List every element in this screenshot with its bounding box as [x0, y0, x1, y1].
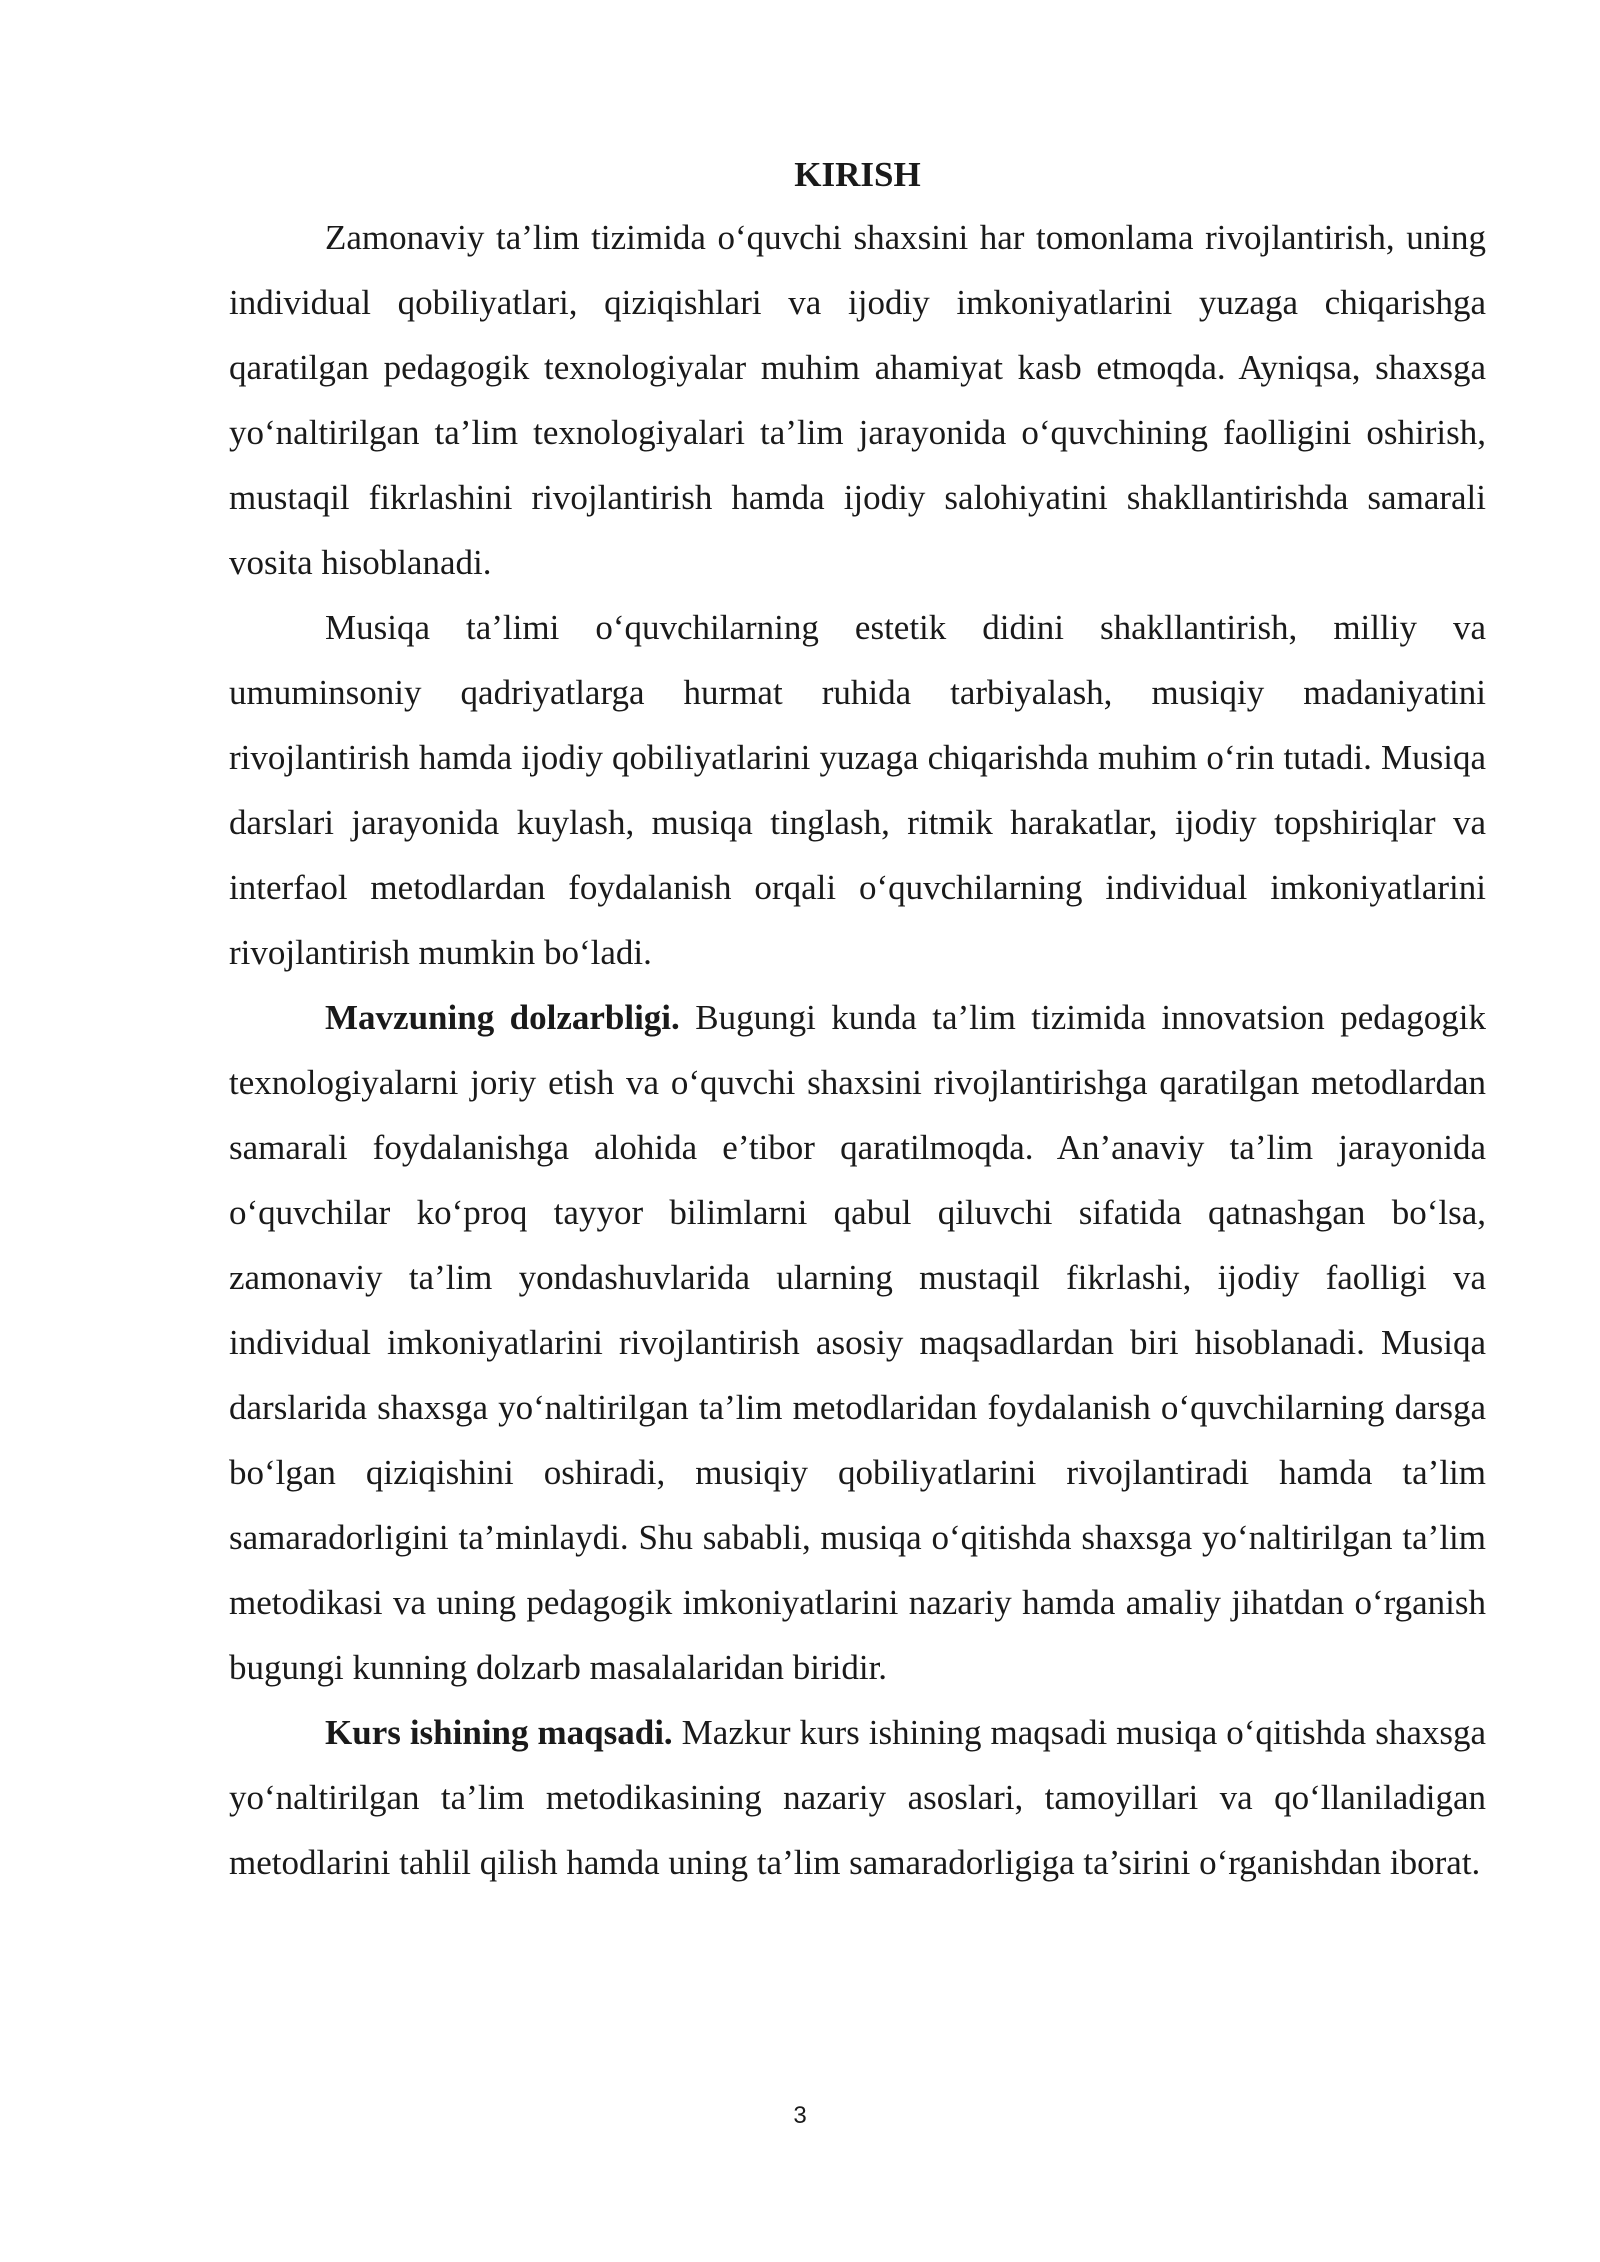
paragraph-text: Bugungi kunda ta’lim tizimida innovatsion pedagogik texnologiyalarni joriy etish va o‘quvchi shaxsini rivojlantirishga qaratilgan metodlardan samarali foydalanishga alohida e’tibor qaratilmoqda. An’anaviy ta’lim jarayonida o‘quvchilar ko‘proq tayyor bilimlarni qabul qiluvchi sifatida qatnashgan bo‘lsa, zamonaviy ta’lim yondashuvlarida ularning mustaqil fikrlashi, ijodiy faolligi va individual imkoniyatlarini rivojlantirish asosiy maqsadlardan biri hisoblanadi. Musiqa darslarida shaxsga yo‘naltirilgan ta’lim metodlaridan foydalanish o‘quvchilarning darsga bo‘lgan qiziqishini oshiradi, musiqiy qobiliyatlarini rivojlantiradi hamda ta’lim samaradorligini ta’minlaydi. Shu sababli, musiqa o‘qitishda shaxsga yo‘naltirilgan ta’lim metodikasi va uning pedagogik imkoniyatlarini nazariy hamda amaliy jihatdan o‘rganish bugungi kunning dolzarb masalalaridan biridir.: [229, 998, 1486, 1687]
paragraph-text: Musiqa ta’limi o‘quvchilarning estetik didini shakllantirish, milliy va umuminsoniy qadriyatlarga hurmat ruhida tarbiyalash, musiqiy madaniyatini rivojlantirish hamda ijodiy qobiliyatlarini yuzaga chiqarishda muhim o‘rin tutadi. Musiqa darslari jarayonida kuylash, musiqa tinglash, ritmik harakatlar, ijodiy topshiriqlar va interfaol metodlardan foydalanish orqali o‘quvchilarning individual imkoniyatlarini rivojlantirish mumkin bo‘ladi.: [229, 608, 1486, 972]
page-number: 3: [793, 2102, 807, 2129]
section-heading: KIRISH: [794, 155, 921, 194]
paragraph-lead-goal: Kurs ishining maqsadi.: [325, 1713, 673, 1752]
paragraph-intro: [229, 205, 1486, 595]
paragraph-goal: [229, 1700, 1486, 1895]
paragraph-music-education: [229, 595, 1486, 985]
paragraph-text: Zamonaviy ta’lim tizimida o‘quvchi shaxsini har tomonlama rivojlantirish, uning individual qobiliyatlari, qiziqishlari va ijodiy imkoniyatlarini yuzaga chiqarishga qaratilgan pedagogik texnologiyalar muhim ahamiyat kasb etmoqda. Ayniqsa, shaxsga yo‘naltirilgan ta’lim texnologiyalari ta’lim jarayonida o‘quvchining faolligini oshirish, mustaqil fikrlashini rivojlantirish hamda ijodiy salohiyatini shakllantirishda samarali vosita hisoblanadi.: [229, 218, 1486, 582]
page-body: [229, 145, 1486, 1895]
paragraph-relevance: [229, 985, 1486, 1700]
paragraph-text: Mazkur kurs ishining maqsadi musiqa o‘qitishda shaxsga yo‘naltirilgan ta’lim metodikasining nazariy asoslari, tamoyillari va qo‘llaniladigan metodlarini tahlil qilish hamda uning ta’lim samaradorligiga ta’sirini o‘rganishdan iborat.: [229, 1713, 1487, 1882]
paragraph-lead-relevance: Mavzuning dolzarbligi.: [325, 998, 680, 1037]
